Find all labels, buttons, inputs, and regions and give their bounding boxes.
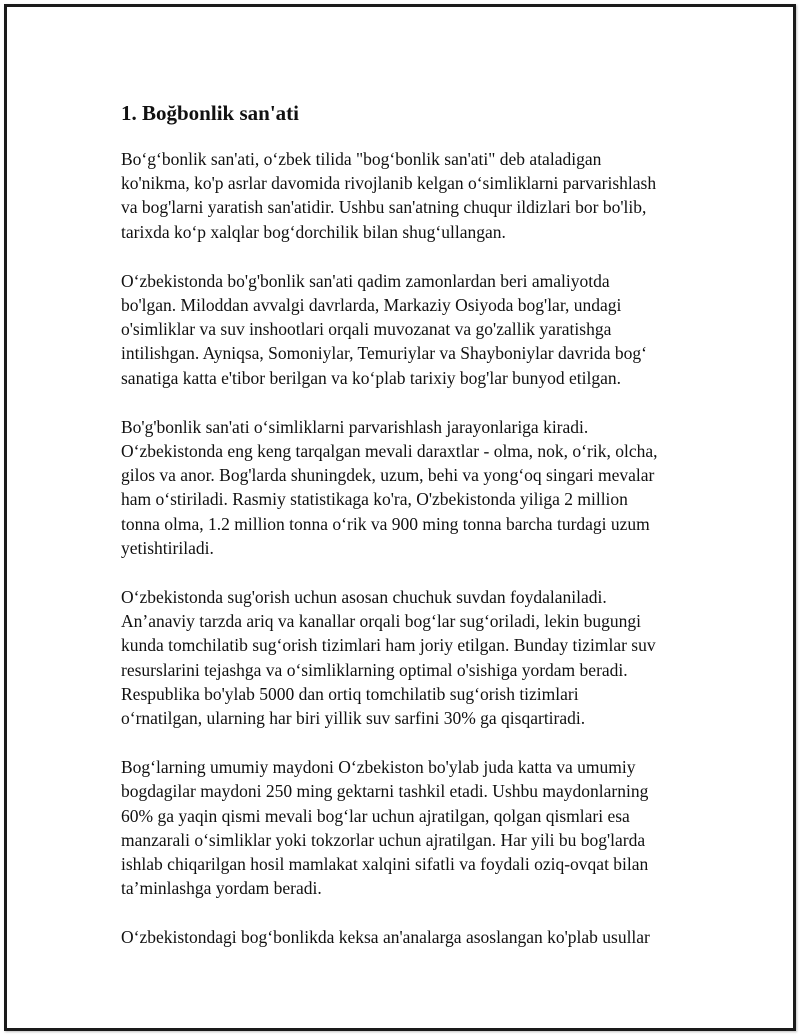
paragraph-5: Bog‘larning umumiy maydoni O‘zbekiston bo'ylab juda katta va umumiy bogdagilar maydoni 250 ming gektarni tashkil etadi. Ushbu maydonlarning 60% ga yaqin qismi mevali bog‘lar uchun ajratilgan, qolgan qismlari esa manzarali o‘simliklar yoki tokzorlar uchun ajratilgan. Har yili bu bog'larda ishlab chiqarilgan hosil mamlakat xalqini sifatli va foydali oziq-ovqat bilan ta’minlashga yordam beradi. bbox=[121, 757, 649, 899]
section-heading: 1. Boğbonlik san'ati bbox=[121, 101, 299, 125]
paragraph-1: Bo‘g‘bonlik san'ati, o‘zbek tilida "bog‘bonlik san'ati" deb ataladigan ko'nikma, ko'p asrlar davomida rivojlanib kelgan o‘simliklarni parvarishlash va bog'larni yaratish san'atidir. Ushbu san'atning chuqur ildizlari bor bo'lib, tarixda ko‘p xalqlar bog‘dorchilik bilan shug‘ullangan. bbox=[121, 149, 657, 242]
paragraph-4: O‘zbekistonda sug'orish uchun asosan chuchuk suvdan foydalaniladi. An’anaviy tarzda ariq va kanallar orqali bog‘lar sug‘oriladi, lekin bugungi kunda tomchilatib sug‘orish tizimlari ham joriy etilgan. Bunday tizimlar suv resurslarini tejashga va o‘simliklarning optimal o'sishiga yordam beradi. Respublika bo'ylab 5000 dan ortiq tomchilatib sug‘orish tizimlari o‘rnatilgan, ularning har biri yillik suv sarfini 30% ga qisqartiradi. bbox=[121, 587, 656, 729]
paragraph-3: Bo'g'bonlik san'ati o‘simliklarni parvarishlash jarayonlariga kiradi. O‘zbekistonda eng keng tarqalgan mevali daraxtlar - olma, nok, o‘rik, olcha, gilos va anor. Bog'larda shuningdek, uzum, behi va yong‘oq singari mevalar ham o‘stiriladi. Rasmiy statistikaga ko'ra, O'zbekistonda yiliga 2 million tonna olma, 1.2 million tonna o‘rik va 900 ming tonna barcha turdagi uzum yetishtiriladi. bbox=[121, 416, 658, 558]
page-frame bbox=[4, 4, 796, 1031]
document-body bbox=[121, 99, 701, 975]
paragraph-6: O‘zbekistondagi bog‘bonlikda keksa an'analarga asoslangan ko'plab usullar bbox=[121, 927, 650, 948]
paragraph-2: O‘zbekistonda bo'g'bonlik san'ati qadim zamonlardan beri amaliyotda bo'lgan. Miloddan avvalgi davrlarda, Markaziy Osiyoda bog'lar, undagi o'simliklar va suv inshootlari orqali muvozanat va go'zallik yaratishga intilishgan. Ayniqsa, Somoniylar, Temuriylar va Shayboniylar davrida bog‘ sanatiga katta e'tibor berilgan va ko‘plab tarixiy bog'lar bunyod etilgan. bbox=[121, 270, 647, 388]
